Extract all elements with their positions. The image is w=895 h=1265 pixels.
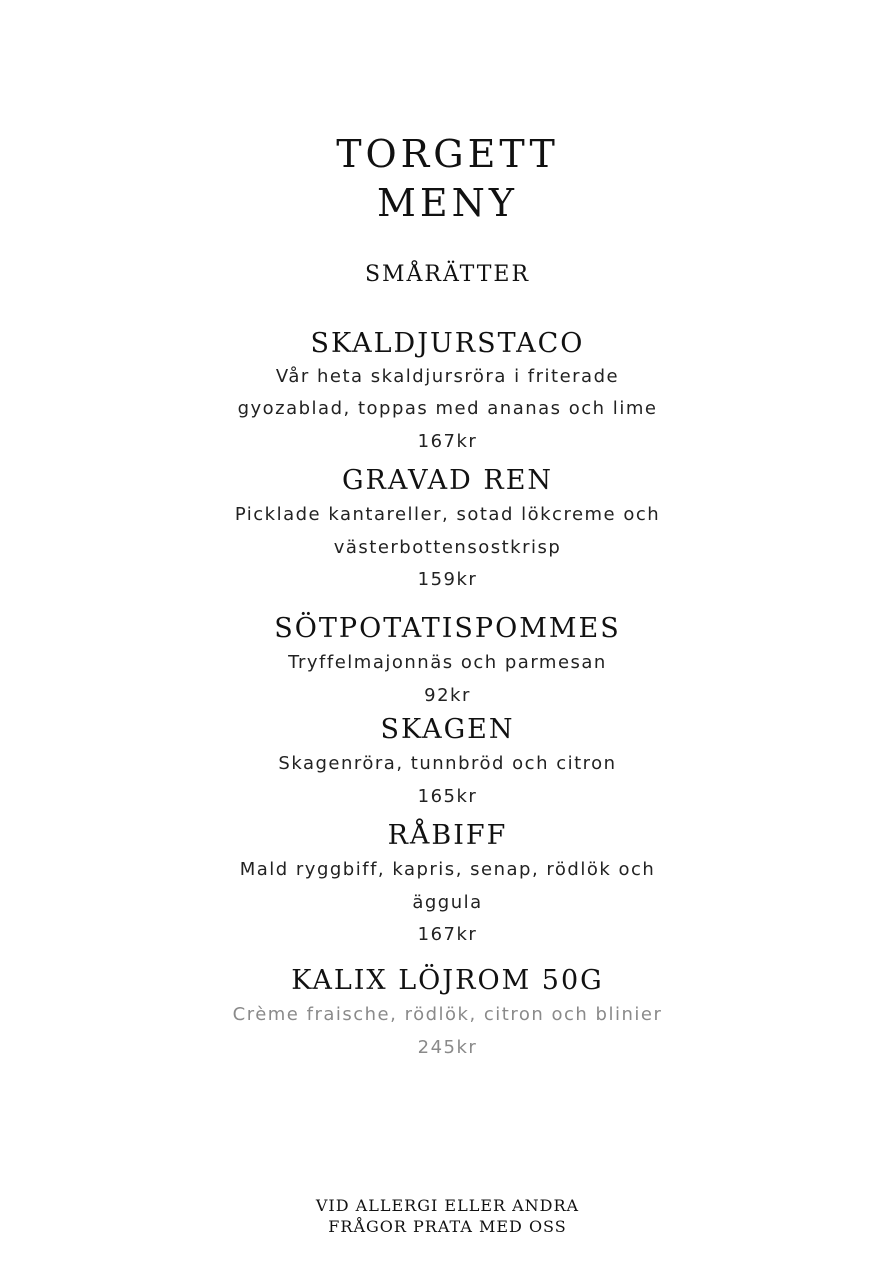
item-price: 245kr [417, 1037, 478, 1058]
item-description: Picklade kantareller, sotad lökcreme och [234, 504, 661, 525]
item-description: Tryffelmajonnäs och parmesan [288, 652, 607, 673]
menu-title-line-1: TORGETT [336, 132, 559, 176]
footer-note-line-1: VID ALLERGI ELLER ANDRA [315, 1196, 580, 1215]
item-name: SÖTPOTATISPOMMES [274, 613, 621, 644]
item-description: Mald ryggbiff, kapris, senap, rödlök och [239, 859, 656, 880]
menu-title-line-2: MENY [377, 181, 518, 225]
section-heading: SMÅRÄTTER [364, 262, 531, 287]
item-description: Vår heta skaldjursröra i friterade [275, 366, 620, 387]
item-price: 167kr [417, 431, 478, 452]
item-name: GRAVAD REN [341, 465, 554, 496]
footer-note-line-2: FRÅGOR PRATA MED OSS [328, 1217, 567, 1236]
item-description: Skagenröra, tunnbröd och citron [278, 753, 617, 774]
item-name: SKALDJURSTACO [310, 328, 585, 359]
item-price: 92kr [424, 685, 471, 706]
item-price: 167kr [417, 924, 478, 945]
item-description: gyozablad, toppas med ananas och lime [237, 398, 658, 419]
item-description: västerbottensostkrisp [333, 537, 562, 558]
item-name: RÅBIFF [387, 820, 508, 851]
item-description: Crème fraische, rödlök, citron och blinier [232, 1004, 663, 1025]
item-price: 165kr [417, 786, 478, 807]
item-name: KALIX LÖJROM 50G [291, 965, 604, 996]
item-price: 159kr [417, 569, 478, 590]
item-name: SKAGEN [380, 714, 515, 745]
item-description: äggula [412, 892, 483, 913]
